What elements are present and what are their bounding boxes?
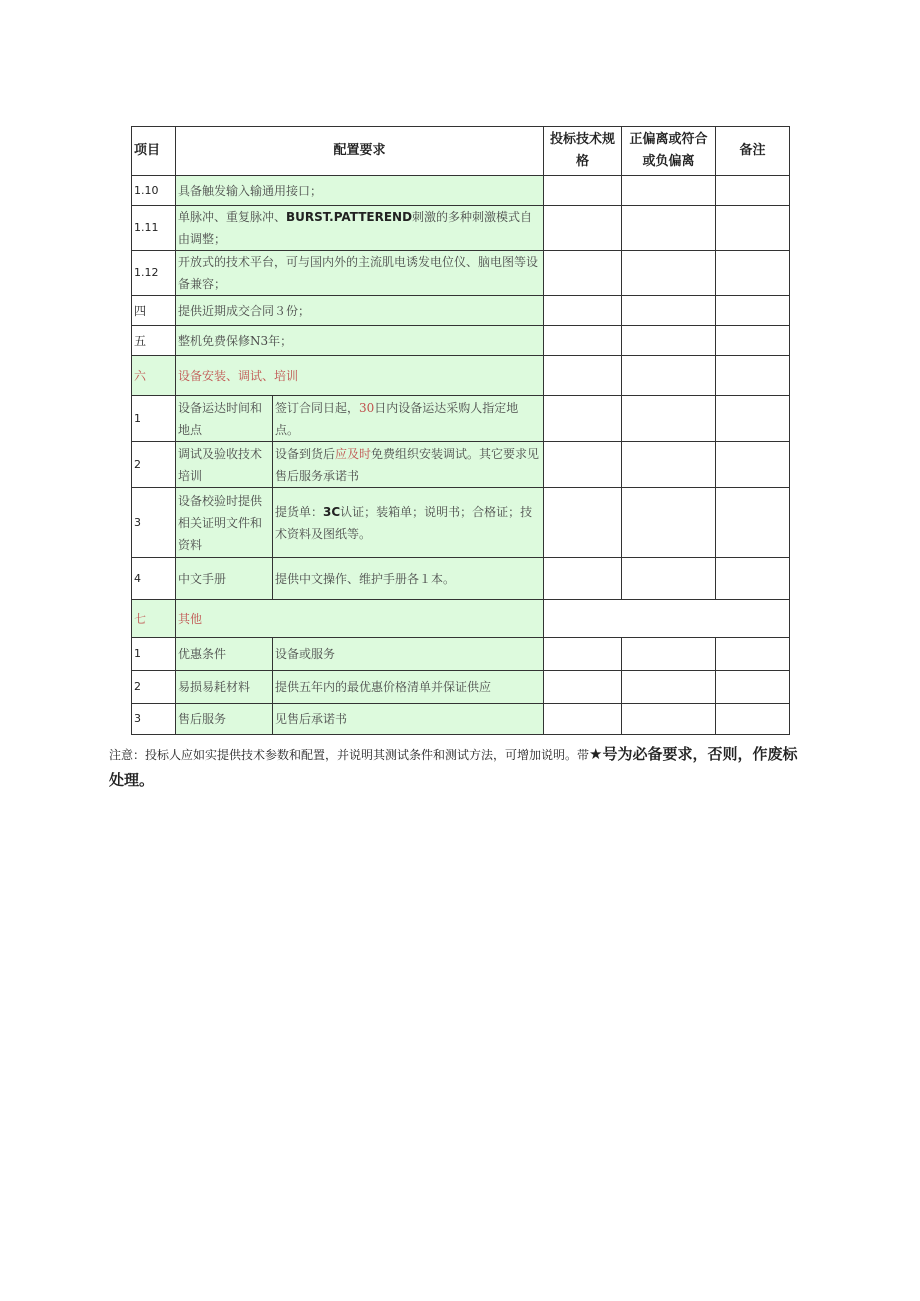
row-requirement	[176, 206, 544, 251]
desc-text-b: 免费组织安装调试。其它要求见售后服务承诺书	[275, 446, 540, 483]
row-item-desc	[273, 488, 544, 558]
spec-cell[interactable]	[544, 442, 622, 488]
row-item-name: 中文手册	[176, 558, 273, 600]
row-item-name: 调试及验收技术培训	[176, 442, 273, 488]
deviation-cell[interactable]	[622, 704, 716, 735]
remark-cell[interactable]	[716, 558, 790, 600]
requirement-text-b: BURST.PATTEREND	[286, 210, 413, 224]
row-number: 五	[132, 326, 176, 356]
footnote	[109, 742, 809, 794]
deviation-cell[interactable]	[622, 206, 716, 251]
deviation-cell[interactable]	[622, 558, 716, 600]
section-header-row	[132, 356, 790, 396]
section-number: 六	[132, 356, 176, 396]
remark-cell[interactable]	[716, 488, 790, 558]
header-config: 配置要求	[176, 127, 544, 176]
remark-cell[interactable]	[716, 326, 790, 356]
deviation-cell[interactable]	[622, 488, 716, 558]
desc-text-b: 日内设备运达采购人指定地点。	[275, 400, 519, 437]
requirement-text-a: 单脉冲、重复脉冲、	[178, 210, 287, 224]
row-number: 1	[132, 638, 176, 671]
remark-cell[interactable]	[716, 176, 790, 206]
row-requirement: 开放式的技术平台，可与国内外的主流肌电诱发电位仪、脑电图等设备兼容；	[176, 251, 544, 296]
remark-cell[interactable]	[716, 206, 790, 251]
merged-empty-cell[interactable]	[544, 600, 790, 638]
table-row	[132, 396, 790, 442]
header-remark: 备注	[716, 127, 790, 176]
desc-text-b: 认证；装箱单；说明书；合格证；技术资料及图纸等。	[275, 504, 533, 541]
row-item-desc: 见售后承诺书	[273, 704, 544, 735]
table-row	[132, 638, 790, 671]
remark-cell[interactable]	[716, 251, 790, 296]
row-item-name: 优惠条件	[176, 638, 273, 671]
row-item-desc: 提供五年内的最优惠价格清单并保证供应	[273, 671, 544, 704]
table-row	[132, 671, 790, 704]
section-title: 设备安装、调试、培训	[176, 356, 544, 396]
remark-cell[interactable]	[716, 671, 790, 704]
row-item-desc	[273, 396, 544, 442]
spec-cell[interactable]	[544, 296, 622, 326]
deviation-cell[interactable]	[622, 356, 716, 396]
row-number: 四	[132, 296, 176, 326]
remark-cell[interactable]	[716, 296, 790, 326]
spec-cell[interactable]	[544, 488, 622, 558]
spec-cell[interactable]	[544, 206, 622, 251]
desc-text-a: 设备到货后	[275, 446, 336, 461]
table-row	[132, 251, 790, 296]
desc-text-a: 提货单：	[275, 504, 324, 519]
table-row	[132, 442, 790, 488]
row-item-desc	[273, 442, 544, 488]
spec-cell[interactable]	[544, 251, 622, 296]
desc-highlight: 30	[359, 400, 375, 415]
spec-cell[interactable]	[544, 176, 622, 206]
desc-text-a: 签订合同日起，	[275, 400, 360, 415]
footnote-text: 注意：投标人应如实提供技术参数和配置，并说明其测试条件和测试方法，可增加说明。带	[109, 748, 590, 762]
spec-cell[interactable]	[544, 558, 622, 600]
spec-cell[interactable]	[544, 671, 622, 704]
row-number: 1.10	[132, 176, 176, 206]
row-item-name: 售后服务	[176, 704, 273, 735]
spec-cell[interactable]	[544, 704, 622, 735]
desc-highlight: 应及时	[335, 446, 372, 461]
header-item: 项目	[132, 127, 176, 176]
header-spec: 投标技术规格	[544, 127, 622, 176]
deviation-cell[interactable]	[622, 638, 716, 671]
row-requirement: 提供近期成交合同３份；	[176, 296, 544, 326]
requirement-text-c: 刺激的多种刺激模式自由调整；	[178, 210, 533, 246]
row-number: 3	[132, 704, 176, 735]
remark-cell[interactable]	[716, 356, 790, 396]
deviation-cell[interactable]	[622, 176, 716, 206]
row-item-desc: 提供中文操作、维护手册各１本。	[273, 558, 544, 600]
remark-cell[interactable]	[716, 396, 790, 442]
deviation-cell[interactable]	[622, 396, 716, 442]
row-item-name: 设备校验时提供相关证明文件和资料	[176, 488, 273, 558]
spec-cell[interactable]	[544, 396, 622, 442]
section-header-row	[132, 600, 790, 638]
row-number: 1.12	[132, 251, 176, 296]
deviation-cell[interactable]	[622, 251, 716, 296]
row-number: 3	[132, 488, 176, 558]
requirements-table	[131, 126, 790, 735]
row-number: 2	[132, 442, 176, 488]
row-item-name: 易损易耗材料	[176, 671, 273, 704]
table-row	[132, 558, 790, 600]
table-row	[132, 488, 790, 558]
row-requirement: 具备触发输入输通用接口；	[176, 176, 544, 206]
section-number: 七	[132, 600, 176, 638]
row-requirement: 整机免费保修N3年；	[176, 326, 544, 356]
row-number: 2	[132, 671, 176, 704]
row-number: 1	[132, 396, 176, 442]
table-row	[132, 704, 790, 735]
remark-cell[interactable]	[716, 638, 790, 671]
row-item-name: 设备运达时间和地点	[176, 396, 273, 442]
spec-cell[interactable]	[544, 326, 622, 356]
spec-cell[interactable]	[544, 356, 622, 396]
spec-cell[interactable]	[544, 638, 622, 671]
section-title: 其他	[176, 600, 544, 638]
table-row	[132, 326, 790, 356]
row-item-desc: 设备或服务	[273, 638, 544, 671]
deviation-cell[interactable]	[622, 671, 716, 704]
footnote-emphasis: ★号为必备要求，否则，作废标处理。	[109, 745, 798, 789]
remark-cell[interactable]	[716, 442, 790, 488]
row-number: 4	[132, 558, 176, 600]
deviation-cell[interactable]	[622, 326, 716, 356]
table-row	[132, 206, 790, 251]
table-row	[132, 296, 790, 326]
deviation-cell[interactable]	[622, 296, 716, 326]
deviation-cell[interactable]	[622, 442, 716, 488]
row-number: 1.11	[132, 206, 176, 251]
remark-cell[interactable]	[716, 704, 790, 735]
header-deviation: 正偏离或符合或负偏离	[622, 127, 716, 176]
table-row	[132, 176, 790, 206]
table-header-row	[132, 127, 790, 176]
desc-bold: 3C	[323, 504, 341, 519]
